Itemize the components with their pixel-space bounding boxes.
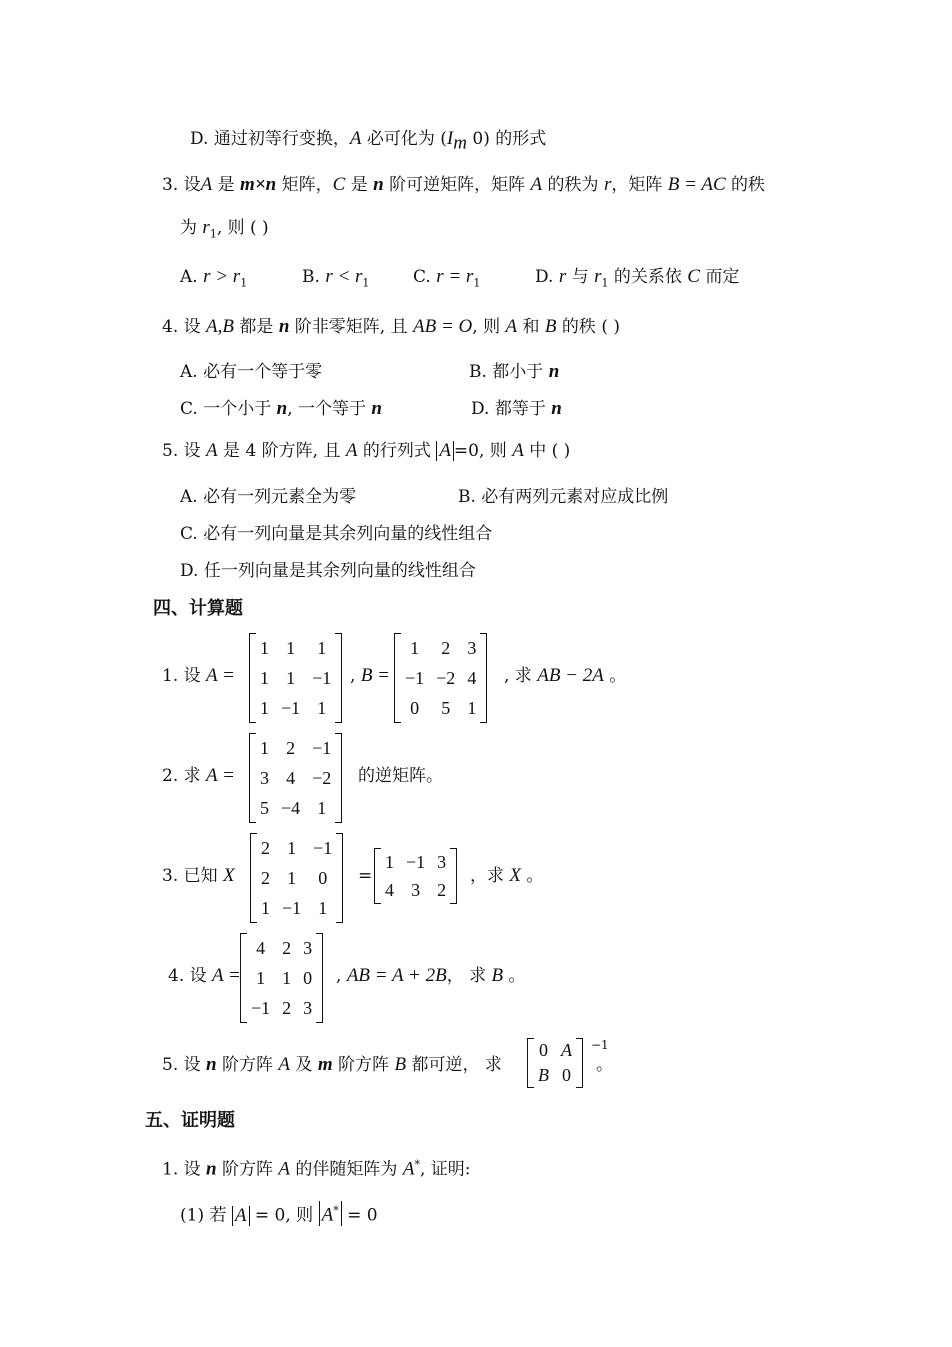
calc-5-label: 5. 设 n 阶方阵 A 及 m 阶方阵 B 都可逆， 求 bbox=[162, 1054, 502, 1075]
calc-3-matrix-1 bbox=[250, 833, 343, 923]
matrix-row bbox=[532, 1038, 578, 1063]
matrix-cell: 1 bbox=[410, 637, 420, 658]
matrix-cell: −1 bbox=[251, 997, 271, 1018]
calc-1-matrix-b bbox=[394, 633, 487, 723]
calc-1-label: 1. 设 A = bbox=[162, 665, 235, 686]
matrix-row bbox=[245, 963, 318, 993]
calc-2-label: 2. 求 A = bbox=[162, 765, 235, 786]
matrix-cell: 4 bbox=[385, 879, 394, 900]
q4-stem: 4. 设 A,B 都是 n 阶非零矩阵, 且 AB = O, 则 A 和 B 的秩 ( ) bbox=[162, 316, 621, 337]
calc-2-matrix bbox=[249, 733, 342, 823]
calc-5-end: 。 bbox=[596, 1055, 613, 1075]
matrix-cell: 2 bbox=[282, 937, 292, 958]
q4-option-d: D. 都等于 n bbox=[471, 398, 562, 419]
q3-stem-line2: 为 $r_1$, 则 ( ) bbox=[180, 217, 269, 241]
matrix-row bbox=[254, 733, 337, 763]
matrix-row bbox=[254, 693, 337, 723]
q4-option-c: C. 一个小于 n, 一个等于 n bbox=[180, 398, 382, 419]
matrix-cell: 3 bbox=[303, 997, 313, 1018]
matrix-row bbox=[379, 848, 452, 876]
matrix-cell: 3 bbox=[467, 637, 477, 658]
matrix-cell: 1 bbox=[317, 797, 327, 818]
proof-1-stem: 1. 设 n 阶方阵 A 的伴随矩阵为 A*, 证明: bbox=[162, 1158, 471, 1180]
matrix-row bbox=[399, 633, 482, 663]
matrix-cell: 2 bbox=[282, 997, 292, 1018]
matrix-cell: −1 bbox=[312, 667, 332, 688]
calc-4-tail: , AB = A + 2B， 求 B 。 bbox=[336, 965, 526, 986]
calc-1-middle: , B = bbox=[350, 665, 390, 686]
matrix-cell: 2 bbox=[261, 867, 270, 888]
proof-1-part-1: (1) 若 A = 0, 则 A* = 0 bbox=[180, 1201, 378, 1227]
matrix-cell: −1 bbox=[405, 667, 425, 688]
q3-stem: 3. 设A 是 m×n 矩阵，C 是 n 阶可逆矩阵，矩阵 A 的秩为 r，矩阵 B = AC 的秩 bbox=[162, 174, 766, 195]
matrix-row bbox=[254, 763, 337, 793]
matrix-cell: 1 bbox=[286, 637, 296, 658]
section-4-title: 四、计算题 bbox=[153, 598, 243, 619]
matrix-cell: B bbox=[538, 1065, 549, 1085]
matrix-cell: 1 bbox=[256, 967, 266, 988]
matrix-cell: 1 bbox=[467, 697, 477, 718]
matrix-cell: 1 bbox=[287, 837, 297, 858]
matrix-cell: 0 bbox=[562, 1065, 571, 1085]
matrix-cell: −1 bbox=[281, 697, 301, 718]
matrix-cell: 1 bbox=[282, 967, 292, 988]
matrix-cell: 3 bbox=[260, 767, 269, 788]
calc-5-inverse-sup: −1 bbox=[591, 1038, 609, 1052]
q5-option-d: D. 任一列向量是其余列向量的线性组合 bbox=[180, 561, 476, 581]
matrix-cell: 4 bbox=[467, 667, 477, 688]
matrix-cell: 1 bbox=[287, 867, 297, 888]
matrix-cell: −1 bbox=[406, 851, 426, 872]
matrix-cell: 5 bbox=[441, 697, 451, 718]
q2-option-d: D. 通过初等行变换，A 必可化为 ($I_m$ 0) 的形式 bbox=[190, 128, 547, 154]
determinant-a-star: A* bbox=[319, 1201, 342, 1226]
q4-option-a: A. 必有一个等于零 bbox=[180, 362, 323, 382]
matrix-cell: A bbox=[561, 1040, 572, 1060]
q5-option-b: B. 必有两列元素对应成比例 bbox=[458, 487, 669, 507]
matrix-cell: 1 bbox=[260, 637, 269, 658]
matrix-cell: 1 bbox=[385, 851, 394, 872]
q5-option-a: A. 必有一列元素全为零 bbox=[180, 487, 357, 507]
matrix-cell: 1 bbox=[318, 897, 328, 918]
matrix-row bbox=[245, 993, 318, 1023]
q5-option-c: C. 必有一列向量是其余列向量的线性组合 bbox=[180, 524, 493, 544]
matrix-cell: −2 bbox=[436, 667, 456, 688]
matrix-row bbox=[399, 693, 482, 723]
matrix-row bbox=[255, 863, 338, 893]
matrix-row bbox=[379, 876, 452, 904]
matrix-row bbox=[255, 893, 338, 923]
q4-option-b: B. 都小于 n bbox=[469, 361, 560, 382]
calc-3-equals: = bbox=[358, 866, 373, 886]
calc-4-matrix bbox=[240, 933, 323, 1023]
matrix-cell: 2 bbox=[286, 737, 296, 758]
matrix-cell: 1 bbox=[260, 737, 269, 758]
matrix-cell: 1 bbox=[260, 667, 269, 688]
q5-stem: 5. 设 A 是 4 阶方阵, 且 A 的行列式 A =0, 则 A 中 ( ) bbox=[162, 440, 571, 461]
q3-option-a: A. $r > r_1$ bbox=[180, 266, 248, 290]
matrix-cell: −4 bbox=[281, 797, 301, 818]
matrix-row bbox=[532, 1063, 578, 1088]
calc-1-tail: , 求 AB − 2A 。 bbox=[504, 665, 627, 686]
matrix-cell: 4 bbox=[286, 767, 296, 788]
q3-option-c: C. $r = r_1$ bbox=[413, 266, 481, 290]
matrix-cell: 2 bbox=[437, 879, 447, 900]
calc-3-tail: ，求 X 。 bbox=[470, 865, 544, 886]
matrix-cell: −1 bbox=[312, 737, 332, 758]
calc-2-tail: 的逆矩阵。 bbox=[358, 766, 443, 786]
determinant-a: A bbox=[232, 1206, 250, 1226]
matrix-row bbox=[245, 933, 318, 963]
matrix-cell: 1 bbox=[317, 697, 327, 718]
matrix-cell: 2 bbox=[441, 637, 451, 658]
calc-4-label: 4. 设 A = bbox=[168, 965, 241, 986]
matrix-cell: 1 bbox=[286, 667, 296, 688]
matrix-cell: −1 bbox=[282, 897, 302, 918]
matrix-row bbox=[254, 663, 337, 693]
calc-3-matrix-2 bbox=[374, 848, 457, 904]
matrix-cell: 1 bbox=[260, 697, 269, 718]
matrix-cell: 0 bbox=[539, 1040, 548, 1060]
matrix-cell: 5 bbox=[260, 797, 269, 818]
matrix-cell: 3 bbox=[411, 879, 421, 900]
matrix-row bbox=[255, 833, 338, 863]
matrix-cell: 1 bbox=[261, 897, 270, 918]
matrix-cell: 0 bbox=[318, 867, 328, 888]
calc-5-block-matrix bbox=[527, 1038, 583, 1088]
matrix-cell: 3 bbox=[437, 851, 447, 872]
q3-option-d: D. r 与 $r_1$ 的关系依 C 而定 bbox=[535, 266, 740, 290]
matrix-row bbox=[254, 633, 337, 663]
matrix-cell: −1 bbox=[313, 837, 333, 858]
calc-1-matrix-a bbox=[249, 633, 342, 723]
matrix-cell: 3 bbox=[303, 937, 313, 958]
matrix-row bbox=[399, 663, 482, 693]
matrix-cell: −2 bbox=[312, 767, 332, 788]
calc-3-label: 3. 已知 X bbox=[162, 865, 235, 886]
matrix-cell: 0 bbox=[410, 697, 420, 718]
matrix-cell: 4 bbox=[256, 937, 266, 958]
matrix-row bbox=[254, 793, 337, 823]
determinant: A bbox=[436, 441, 454, 461]
q3-option-b: B. $r < r_1$ bbox=[302, 266, 370, 290]
matrix-cell: 0 bbox=[303, 967, 313, 988]
matrix-cell: 2 bbox=[261, 837, 270, 858]
section-5-title: 五、证明题 bbox=[145, 1110, 235, 1131]
matrix-cell: 1 bbox=[317, 637, 327, 658]
